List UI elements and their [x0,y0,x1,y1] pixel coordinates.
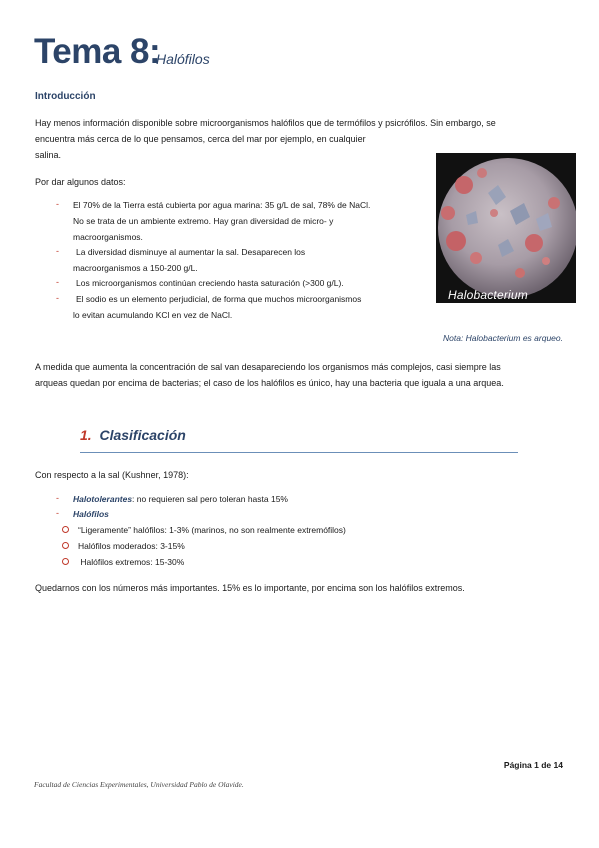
intro-paragraph-line-1: Hay menos información disponible sobre microorganismos halófilos que de termófilos y psicrófilos. Sin embargo, se [35,118,496,128]
section-1-title: Clasificación [99,427,186,443]
figure-caption: Halobacterium [448,288,528,302]
circle-bullet-icon [62,542,69,549]
intro-paragraph-2-line-2: arqueas quedan por encima de bacterias; el caso de los halófilos es único, hay una bacteria que iguala a una arquea. [35,378,504,388]
bullet-dash: - [56,293,59,303]
bullet-1-line-2: No se trata de un ambiente extremo. Hay gran diversidad de micro- y [73,216,334,226]
section-divider [80,452,518,453]
page-current: 1 [534,760,539,770]
term-halofilos: Halófilos [73,509,109,519]
bullet-dash: - [56,508,59,518]
sublist-item-text: “Ligeramente” halófilos: 1-3% (marinos, no son realmente extremófilos) [78,525,346,535]
bullet-1-line-1: El 70% de la Tierra está cubierta por agua marina: 35 g/L de sal, 78% de NaCl. [73,200,371,210]
page-subtitle: Halófilos [156,51,210,67]
sublist-item [62,523,346,539]
bullet-dash: - [56,493,59,503]
circle-bullet-icon [62,558,69,565]
term-halotolerantes-desc: : no requieren sal pero toleran hasta 15% [132,494,288,504]
footer-text: Facultad de Ciencias Experimentales, Universidad Pablo de Olavide. [34,780,244,789]
bullet-4-line-2: lo evitan acumulando KCl en vez de NaCl. [73,310,233,320]
sublist-item [62,539,185,555]
petri-dish-image [436,153,576,303]
bullet-dash: - [56,277,59,287]
bullet-3-line-1: Los microorganismos continúan creciendo hasta saturación (>300 g/L). [76,278,344,288]
page-total: 14 [553,760,563,770]
list-item-halotolerantes [73,492,288,508]
circle-bullet-icon [62,526,69,533]
section-1-heading [80,427,186,443]
bullet-dash: - [56,246,59,256]
page-prefix: Página [503,760,535,770]
page-number [504,760,563,770]
sublist-item-text: Halófilos extremos: 15-30% [78,557,185,567]
halobacterium-photo [436,153,576,303]
bullet-1-line-3: macroorganismos. [73,232,143,242]
term-halotolerantes: Halotolerantes [73,494,133,504]
section-1-number: 1. [80,427,92,443]
sublist-item [62,555,184,571]
bullet-dash: - [56,199,59,209]
intro-paragraph-line-2: encuentra más cerca de lo que pensamos, cerca del mar por ejemplo, en cualquier [35,134,366,144]
intro-heading: Introducción [35,91,96,102]
note-text: Nota: Halobacterium es arqueo. [442,333,563,343]
data-lead: Por dar algunos datos: [35,177,126,187]
bullet-4-line-1: El sodio es un elemento perjudicial, de forma que muchos microorganismos [76,294,362,304]
bullet-2-line-2: macroorganismos a 150-200 g/L. [73,263,198,273]
page-middle: de [538,760,554,770]
sublist-item-text: Halófilos moderados: 3-15% [78,541,185,551]
closing-paragraph: Quedarnos con los números más importantes. 15% es lo importante, por encima son los halófilos extremos. [35,583,465,593]
page-title: Tema 8: [34,32,161,71]
intro-paragraph-line-3: salina. [35,150,62,160]
bullet-2-line-1: La diversidad disminuye al aumentar la sal. Desaparecen los [76,247,306,257]
intro-paragraph-2-line-1: A medida que aumenta la concentración de sal van desapareciendo los organismos más complejos, casi siempre las [35,362,501,372]
classification-lead: Con respecto a la sal (Kushner, 1978): [35,470,189,480]
list-item-halofilos [73,507,109,523]
